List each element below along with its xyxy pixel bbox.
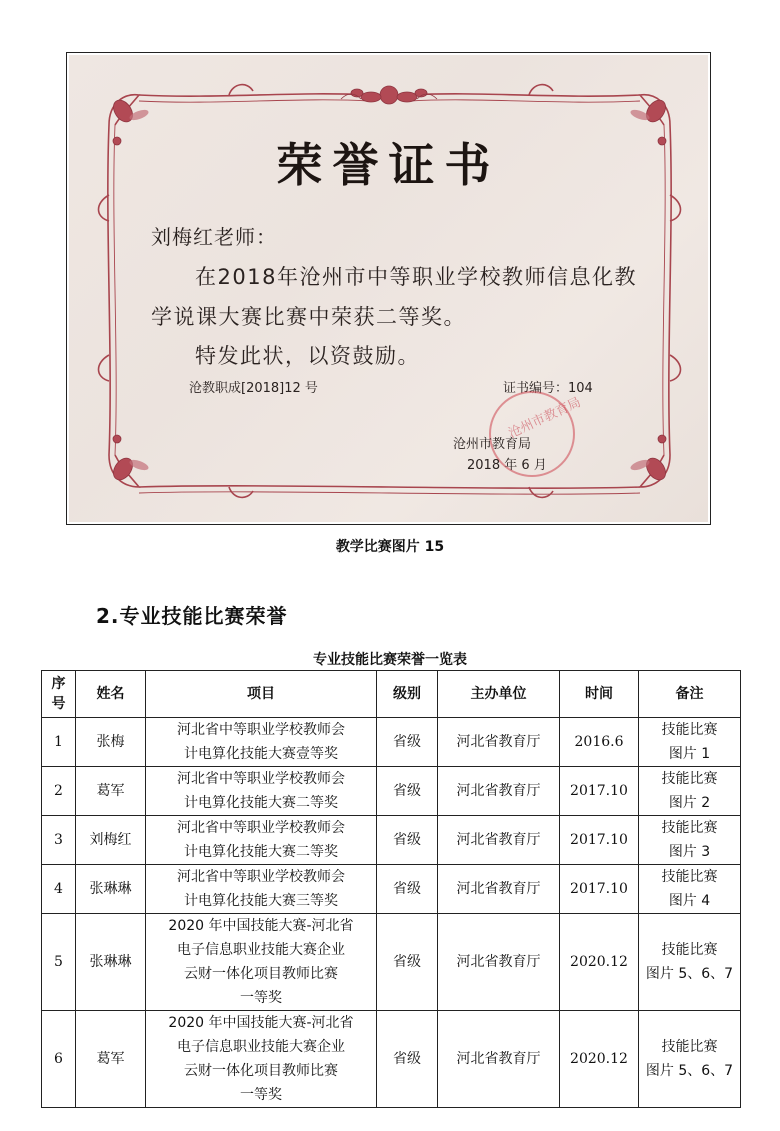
cell-note (639, 816, 741, 865)
cell-level: 省级 (377, 718, 438, 767)
cell-project (146, 1011, 377, 1108)
cell-note (639, 1011, 741, 1108)
project-line: 电子信息职业技能大赛企业 (177, 942, 345, 958)
cell-time: 2017.10 (560, 865, 639, 914)
cell-index: 6 (42, 1011, 76, 1108)
project-line: 一等奖 (240, 1087, 282, 1103)
cell-name: 刘梅红 (76, 816, 146, 865)
project-line: 计电算化技能大赛三等奖 (184, 893, 338, 909)
table-row (42, 1011, 741, 1108)
project-line: 云财一体化项目教师比赛 (184, 1063, 338, 1079)
project-line: 河北省中等职业学校教师会 (177, 869, 345, 885)
project-line: 河北省中等职业学校教师会 (177, 722, 345, 738)
cell-note (639, 865, 741, 914)
table-row (42, 816, 741, 865)
official-seal-text: 沧州市教育局 (506, 395, 584, 442)
note-line: 图片 5、6、7 (645, 1063, 734, 1079)
awards-table (41, 670, 741, 1108)
note-line: 技能比赛 (661, 722, 718, 738)
note-line: 图片 5、6、7 (645, 966, 734, 982)
cell-index: 2 (42, 767, 76, 816)
note-line: 图片 3 (668, 844, 711, 860)
cell-name: 葛军 (76, 767, 146, 816)
cell-level: 省级 (377, 1011, 438, 1108)
certificate-body-line-1: 在2018年沧州市中等职业学校教师信息化教 (195, 265, 637, 289)
cell-project (146, 767, 377, 816)
project-line: 电子信息职业技能大赛企业 (177, 1039, 345, 1055)
certificate-body-line-3: 特发此状，以资鼓励。 (195, 344, 420, 368)
header-organizer: 主办单位 (438, 671, 560, 718)
cell-index: 5 (42, 914, 76, 1011)
note-line: 技能比赛 (661, 771, 718, 787)
note-line: 技能比赛 (661, 820, 718, 836)
cell-project (146, 914, 377, 1011)
note-line: 技能比赛 (661, 1039, 718, 1055)
note-line: 技能比赛 (661, 942, 718, 958)
project-line: 2020 年中国技能大赛-河北省 (168, 1015, 354, 1031)
note-line: 图片 1 (668, 746, 711, 762)
cell-level: 省级 (377, 865, 438, 914)
certificate-title: 荣誉证书 (276, 138, 501, 192)
cell-level: 省级 (377, 767, 438, 816)
cell-project (146, 718, 377, 767)
cell-organizer: 河北省教育厅 (438, 718, 560, 767)
cell-organizer: 河北省教育厅 (438, 1011, 560, 1108)
project-line: 河北省中等职业学校教师会 (177, 820, 345, 836)
cell-time: 2020.12 (560, 914, 639, 1011)
header-index-line-1: 序 (51, 676, 66, 692)
note-line: 图片 2 (668, 795, 711, 811)
certificate-serial-number: 证书编号：104 (503, 381, 593, 396)
cell-name: 张琳琳 (76, 865, 146, 914)
table-row (42, 767, 741, 816)
cell-time: 2020.12 (560, 1011, 639, 1108)
cell-level: 省级 (377, 816, 438, 865)
project-line: 计电算化技能大赛二等奖 (184, 844, 338, 860)
certificate-recipient: 刘梅红老师： (151, 225, 277, 249)
project-line: 河北省中等职业学校教师会 (177, 771, 345, 787)
table-row (42, 914, 741, 1011)
certificate-document-number: 沧教职成[2018]12 号 (189, 381, 318, 396)
cell-note (639, 718, 741, 767)
certificate (69, 55, 708, 522)
image-caption: 教学比赛图片 15 (335, 539, 445, 555)
section-heading: 2.专业技能比赛荣誉 (96, 604, 288, 628)
certificate-issuer: 沧州市教育局 (453, 437, 532, 452)
cell-organizer: 河北省教育厅 (438, 816, 560, 865)
project-line: 一等奖 (240, 990, 282, 1006)
table-title: 专业技能比赛荣誉一览表 (313, 652, 467, 668)
header-note: 备注 (639, 671, 741, 718)
table-header-row (42, 671, 741, 718)
note-line: 技能比赛 (661, 869, 718, 885)
header-project: 项目 (146, 671, 377, 718)
cell-organizer: 河北省教育厅 (438, 865, 560, 914)
table-row (42, 865, 741, 914)
header-name: 姓名 (76, 671, 146, 718)
note-line: 图片 4 (668, 893, 711, 909)
cell-name: 张琳琳 (76, 914, 146, 1011)
cell-name: 葛军 (76, 1011, 146, 1108)
cell-index: 3 (42, 816, 76, 865)
certificate-date: 2018 年 6 月 (467, 458, 547, 473)
header-time: 时间 (560, 671, 639, 718)
project-line: 云财一体化项目教师比赛 (184, 966, 338, 982)
table-row (42, 718, 741, 767)
header-index-line-2: 号 (51, 696, 66, 712)
cell-name: 张梅 (76, 718, 146, 767)
header-level: 级别 (377, 671, 438, 718)
cell-project (146, 816, 377, 865)
certificate-body-line-2: 学说课大赛比赛中荣获二等奖。 (151, 305, 466, 329)
cell-level: 省级 (377, 914, 438, 1011)
cell-note (639, 767, 741, 816)
project-line: 计电算化技能大赛二等奖 (184, 795, 338, 811)
cell-time: 2017.10 (560, 816, 639, 865)
cell-index: 4 (42, 865, 76, 914)
cell-organizer: 河北省教育厅 (438, 767, 560, 816)
cell-organizer: 河北省教育厅 (438, 914, 560, 1011)
certificate-photo (66, 52, 711, 525)
header-index (42, 671, 76, 718)
project-line: 计电算化技能大赛壹等奖 (184, 746, 338, 762)
cell-time: 2017.10 (560, 767, 639, 816)
cell-index: 1 (42, 718, 76, 767)
project-line: 2020 年中国技能大赛-河北省 (168, 918, 354, 934)
cell-note (639, 914, 741, 1011)
cell-time: 2016.6 (560, 718, 639, 767)
cell-project (146, 865, 377, 914)
